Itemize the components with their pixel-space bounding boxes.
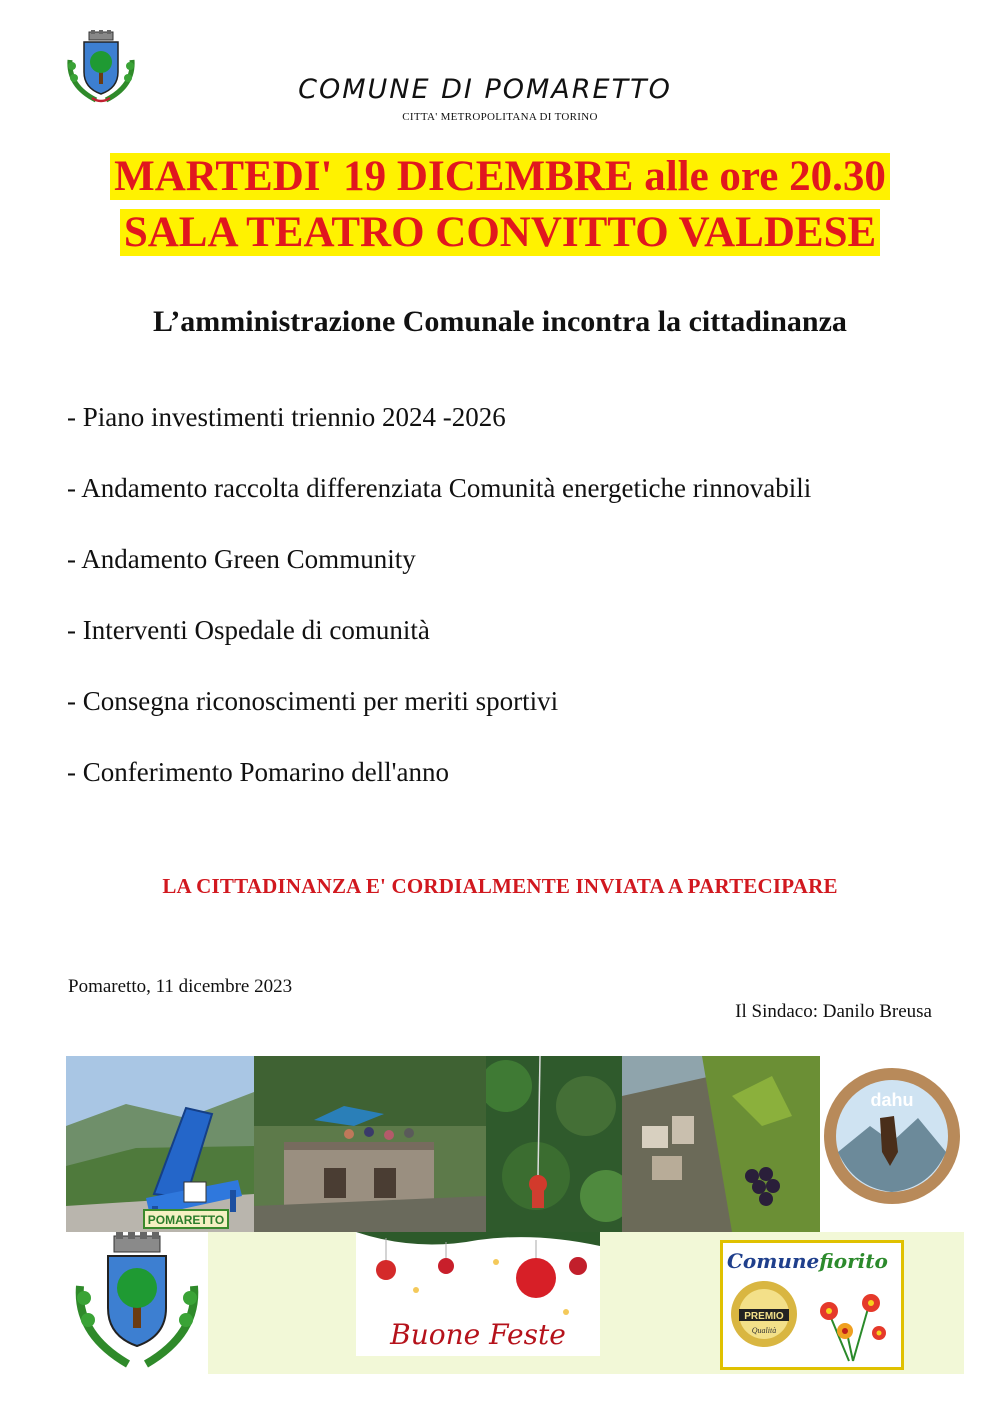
flowers-icon <box>809 1283 895 1363</box>
zipline-photo <box>486 1056 622 1232</box>
greeting-text: Buone Feste <box>390 1318 566 1351</box>
comune-fiorito-word1: Comune <box>727 1249 820 1273</box>
photo-banner <box>66 1056 964 1374</box>
mayor-signature: Il Sindaco: Danilo Breusa <box>735 1001 932 1022</box>
village-grapes-photo <box>622 1056 820 1232</box>
bench-photo <box>66 1056 254 1232</box>
bench-sign-text: POMARETTO <box>147 1213 225 1227</box>
qualita-text: Qualità <box>751 1326 777 1335</box>
comune-fiorito-word2: fiorito <box>819 1249 888 1273</box>
terrace-photo <box>254 1056 486 1232</box>
premio-seal-icon <box>729 1279 799 1349</box>
comune-fiorito-badge <box>720 1240 904 1370</box>
subtitle: L’amministrazione Comunale incontra la cittadinanza <box>153 305 847 338</box>
agenda-item: - Andamento Green Community <box>67 544 416 574</box>
comune-title: COMUNE DI POMARETTO <box>298 74 672 105</box>
buone-feste-card <box>356 1232 600 1356</box>
invitation-text: LA CITTADINANZA E' CORDIALMENTE INVIATA A PARTECIPARE <box>162 874 838 898</box>
comune-crest-large-icon <box>66 1232 208 1374</box>
agenda-item: - Consegna riconoscimenti per meriti sportivi <box>67 686 559 716</box>
headline-date: MARTEDI' 19 DICEMBRE alle ore 20.30 <box>0 153 1000 201</box>
agenda-item: - Piano investimenti triennio 2024 -2026 <box>67 402 506 432</box>
headline-venue: SALA TEATRO CONVITTO VALDESE <box>0 209 1000 257</box>
agenda-item: - Interventi Ospedale di comunità <box>67 615 430 645</box>
agenda-item: - Conferimento Pomarino dell'anno <box>67 757 450 787</box>
dahu-label-text: dahu <box>870 1090 914 1110</box>
dahu-badge <box>820 1056 964 1232</box>
agenda-item: - Andamento raccolta differenziata Comunità energetiche rinnovabili <box>67 473 812 503</box>
premio-text: PREMIO <box>744 1311 784 1322</box>
citta-metropolitana: CITTA' METROPOLITANA DI TORINO <box>402 111 598 123</box>
place-date: Pomaretto, 11 dicembre 2023 <box>68 976 293 997</box>
